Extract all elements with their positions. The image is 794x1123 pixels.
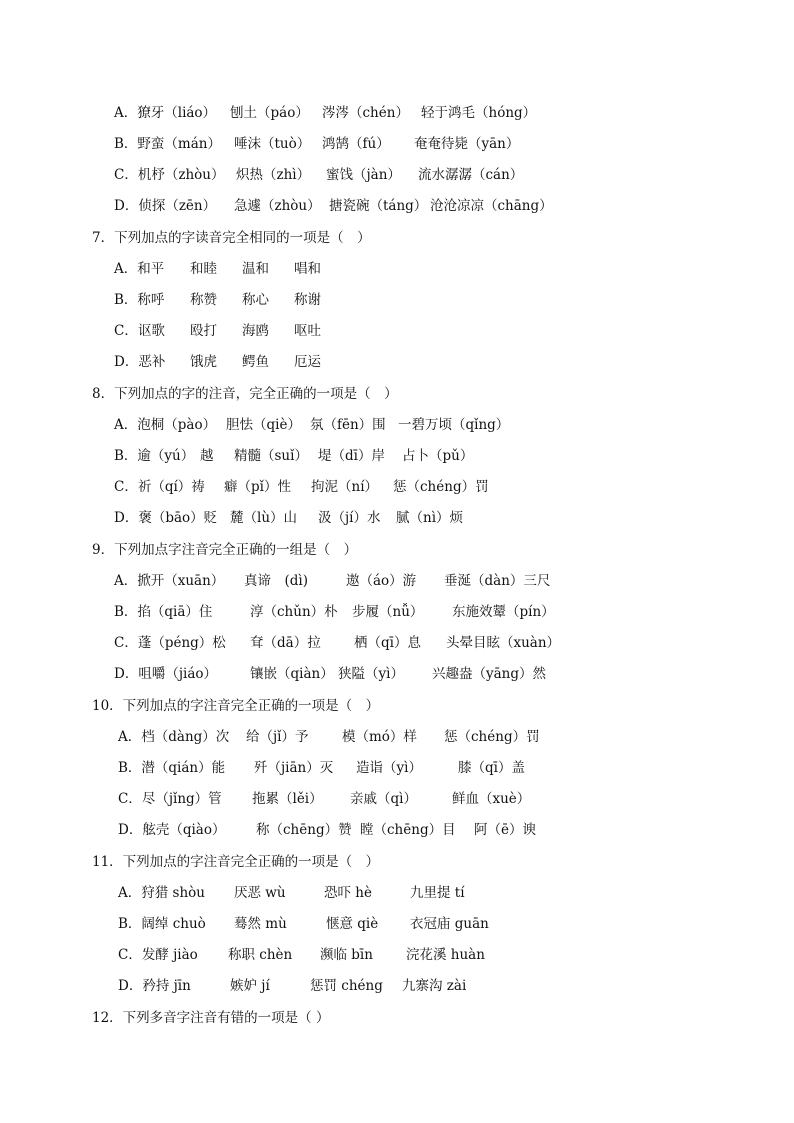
option-item: 称心 bbox=[242, 292, 269, 308]
option-item: 厌恶 wù bbox=[234, 885, 286, 901]
option-item: 镶嵌（qiàn） bbox=[250, 666, 334, 682]
option-label-item: D．咀嚼（jiáo） bbox=[114, 666, 218, 682]
option-item: 浣花溪 huàn bbox=[406, 947, 485, 963]
option-item: 称职 chèn bbox=[228, 947, 293, 963]
option-item: 东施效颦（pín） bbox=[452, 604, 555, 620]
option-item: 温和 bbox=[242, 261, 269, 277]
option-item: 汲（jí）水 bbox=[318, 510, 381, 526]
option-item: 越 bbox=[200, 448, 214, 464]
option-item: 拖累（lěi） bbox=[252, 791, 323, 807]
option-item: 九寨沟 zài bbox=[402, 978, 467, 994]
option-item: 惩（chéng）罚 bbox=[393, 479, 489, 495]
option-item: 一碧万顷（qǐng） bbox=[398, 417, 510, 433]
option-item: 氛（fēn）围 bbox=[310, 417, 386, 433]
option-item: 称谢 bbox=[294, 292, 321, 308]
option-label-item: A．泡桐（pào） bbox=[114, 417, 217, 433]
option-item: 鸿鹄（fú） bbox=[322, 136, 390, 152]
option-item: 濒临 bīn bbox=[320, 947, 373, 963]
option-item: 惬意 qiè bbox=[326, 916, 379, 932]
option-item: 九里提 tí bbox=[410, 885, 465, 901]
option-item: 造诣（yì） bbox=[356, 760, 422, 776]
option-item: 瞠（chēng）目 bbox=[360, 822, 456, 838]
option-label-item: D．舷壳（qiào） bbox=[118, 822, 226, 838]
option-label-item: A．狩猎 shòu bbox=[118, 885, 205, 901]
option-item: 拘泥（ní） bbox=[311, 479, 379, 495]
option-item: 厄运 bbox=[294, 354, 321, 370]
question-text: 11．下列加点的字注音完全正确的一项是（ ） bbox=[92, 854, 380, 870]
option-label-item: C．蓬（péng）松 bbox=[114, 635, 226, 651]
option-item: 鳄鱼 bbox=[242, 354, 269, 370]
option-label-item: D．侦探（zēn） bbox=[114, 198, 217, 214]
option-item: 堤（dī）岸 bbox=[318, 448, 385, 464]
option-item: 亲戚（qì） bbox=[350, 791, 417, 807]
option-item: 真谛 (dì) bbox=[244, 573, 308, 589]
question-text: 12．下列多音字注音有错的一项是（ ） bbox=[92, 1010, 330, 1026]
option-item: 蜜饯（jàn） bbox=[326, 167, 401, 183]
option-item: 衣冠庙 guān bbox=[410, 916, 489, 932]
option-item: 歼（jiān）灭 bbox=[254, 760, 334, 776]
option-item: 精髓（suǐ） bbox=[234, 448, 308, 464]
question-text: 9．下列加点字注音完全正确的一组是（ ） bbox=[92, 542, 358, 558]
option-item: 称（chēng）赞 bbox=[256, 822, 352, 838]
option-item: 沧沧凉凉（chāng） bbox=[430, 198, 553, 214]
option-label-item: B．野蛮（mán） bbox=[114, 136, 221, 152]
option-item: 轻于鸿毛（hóng） bbox=[421, 105, 537, 121]
option-item: 狭隘（yì） bbox=[338, 666, 404, 682]
option-item: 膝（qī）盖 bbox=[458, 760, 525, 776]
option-label-item: B．潜（qián）能 bbox=[118, 760, 226, 776]
option-label-item: A．和平 bbox=[114, 261, 165, 277]
option-item: 阿（ē）谀 bbox=[474, 822, 536, 838]
question-text: 8．下列加点的字的注音，完全正确的一项是（ ） bbox=[92, 386, 398, 402]
option-label-item: A．獠牙（liáo） bbox=[114, 105, 217, 121]
option-item: 炽热（zhì） bbox=[236, 167, 311, 183]
option-item: 头晕目眩（xuàn） bbox=[446, 635, 561, 651]
option-item: 急遽（zhòu） bbox=[234, 198, 321, 214]
option-item: 麓（lù）山 bbox=[230, 510, 298, 526]
option-item: 给（jǐ）予 bbox=[246, 729, 309, 745]
option-item: 遨（áo）游 bbox=[346, 573, 417, 589]
question-text: 7．下列加点的字读音完全相同的一项是（ ） bbox=[92, 230, 371, 246]
option-item: 涔涔（chén） bbox=[322, 105, 409, 121]
option-item: 步履（nǚ） bbox=[352, 604, 424, 620]
option-item: 癖（pǐ）性 bbox=[224, 479, 291, 495]
option-item: 淳（chǔn）朴 bbox=[250, 604, 338, 620]
option-label-item: C．尽（jǐng）管 bbox=[118, 791, 222, 807]
option-item: 奄奄待毙（yān） bbox=[414, 136, 520, 152]
option-label-item: B．阔绰 chuò bbox=[118, 916, 206, 932]
option-item: 惩罚 chéng bbox=[310, 978, 383, 994]
option-item: 和睦 bbox=[190, 261, 217, 277]
option-label-item: C．讴歌 bbox=[114, 323, 165, 339]
option-item: 流水潺潺（cán） bbox=[418, 167, 524, 183]
option-item: 海鸥 bbox=[242, 323, 269, 339]
option-label-item: A．掀开（xuān） bbox=[114, 573, 225, 589]
option-item: 蓦然 mù bbox=[234, 916, 287, 932]
option-item: 模（mó）样 bbox=[342, 729, 417, 745]
option-item: 兴趣盎（yāng）然 bbox=[432, 666, 547, 682]
option-item: 胆怯（qiè） bbox=[226, 417, 301, 433]
option-label-item: D．褒（bāo）贬 bbox=[114, 510, 218, 526]
option-item: 殴打 bbox=[190, 323, 217, 339]
option-item: 唾沫（tuò） bbox=[234, 136, 311, 152]
option-item: 鲜血（xuè） bbox=[452, 791, 531, 807]
option-item: 饿虎 bbox=[190, 354, 217, 370]
option-item: 称赞 bbox=[190, 292, 217, 308]
option-item: 垂涎（dàn）三尺 bbox=[444, 573, 551, 589]
option-label-item: B．逾（yú） bbox=[114, 448, 195, 464]
option-item: 惩（chéng）罚 bbox=[444, 729, 540, 745]
option-item: 栖（qī）息 bbox=[354, 635, 421, 651]
option-item: 刨土（páo） bbox=[230, 105, 309, 121]
option-label-item: C．发酵 jiào bbox=[118, 947, 198, 963]
option-label-item: B．掐（qiā）住 bbox=[114, 604, 213, 620]
option-label-item: D．恶补 bbox=[114, 354, 166, 370]
option-item: 呕吐 bbox=[294, 323, 321, 339]
option-item: 腻（nì）烦 bbox=[396, 510, 464, 526]
option-item: 占卜（pǔ） bbox=[402, 448, 474, 464]
option-label-item: B．称呼 bbox=[114, 292, 165, 308]
option-label-item: A．档（dàng）次 bbox=[118, 729, 230, 745]
question-text: 10．下列加点的字注音完全正确的一项是（ ） bbox=[92, 698, 380, 714]
option-item: 耷（dā）拉 bbox=[250, 635, 321, 651]
option-label-item: C．祈（qí）祷 bbox=[114, 479, 205, 495]
option-label-item: C．机杼（zhòu） bbox=[114, 167, 225, 183]
option-label-item: D．矜持 jīn bbox=[118, 978, 191, 994]
option-item: 嫉妒 jí bbox=[230, 978, 270, 994]
option-item: 唱和 bbox=[294, 261, 321, 277]
option-item: 恐吓 hè bbox=[324, 885, 372, 901]
option-item: 搪瓷碗（táng） bbox=[329, 198, 428, 214]
